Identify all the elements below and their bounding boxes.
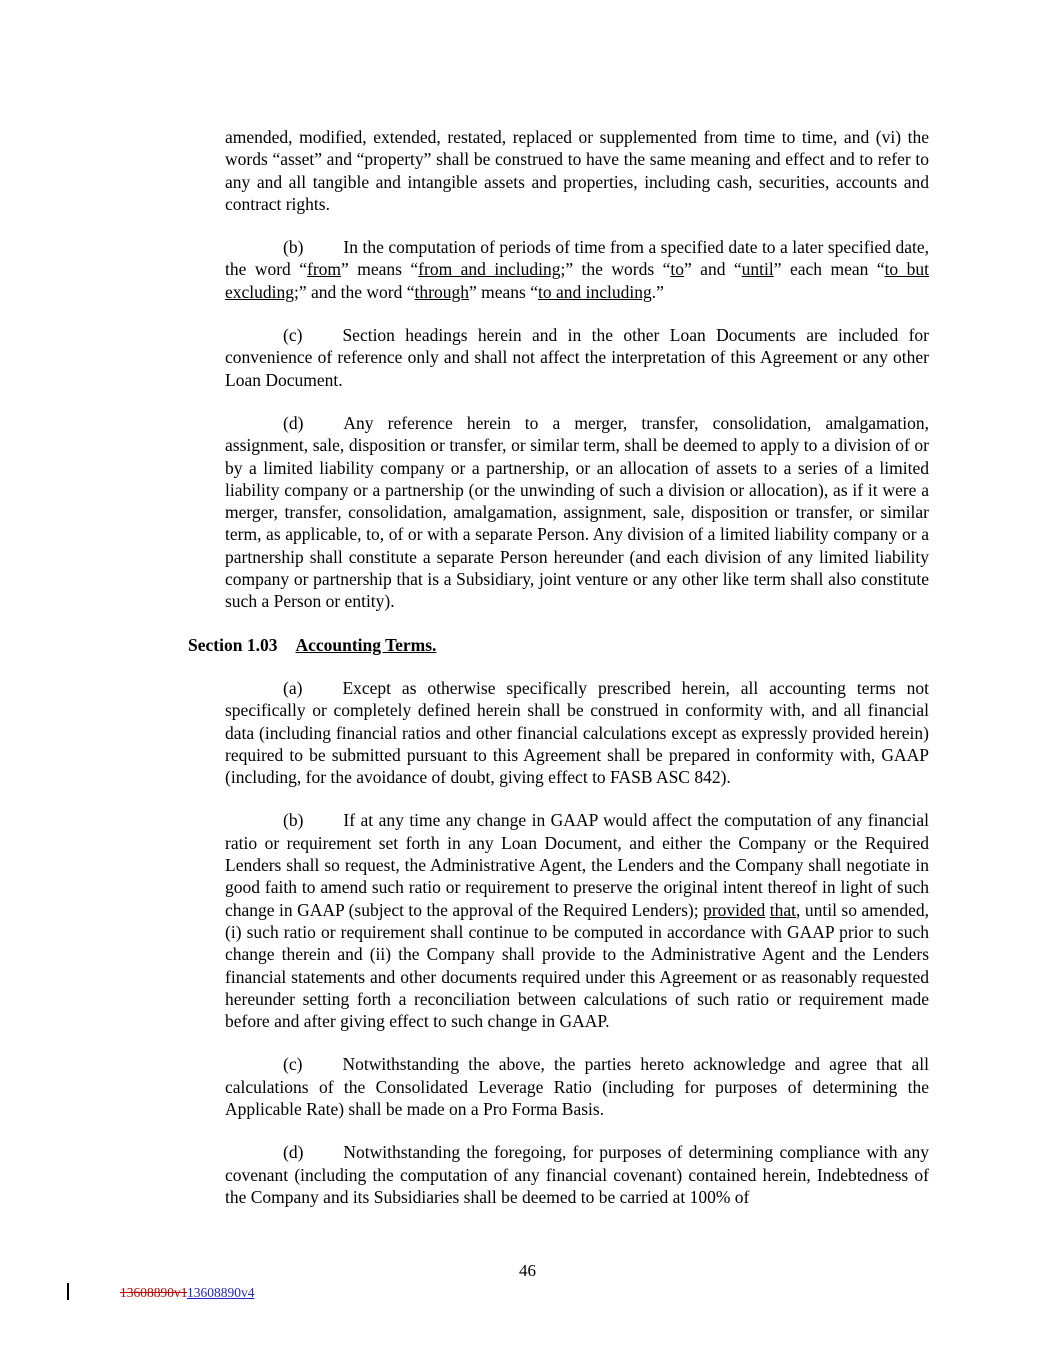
page-number: 46 [519,1261,536,1280]
paragraph-d-covenant-compliance: (d) Notwithstanding the foregoing, for purposes of determining compliance with any covenant (including the computation of any financial covenant) contained herein, Indebtedness of the Company and its Subsidiaries shall be deemed to be carried at 100% of [225,1142,929,1207]
document-body [188,126,929,1229]
paragraph-c-section-headings: (c) Section headings herein and in the other Loan Documents are included for convenience of reference only and shall not affect the interpretation of this Agreement or any other Loan Document. [225,325,929,390]
paragraph-continuation: amended, modified, extended, restated, replaced or supplemented from time to time, and (vi) the words “asset” and “property” shall be construed to have the same meaning and effect and to refer to any and all tangible and intangible assets and properties, including cash, securities, accounts and contract rights. [225,127,929,214]
document-id-footer: 13608890v113608890v4 [120,1285,255,1300]
paragraph-b-computation-of-time: (b) In the computation of periods of time from a specified date to a later specified date, the word “from” means “from and including;” the words “to” and “until” each mean “to but excluding;” and the word “through” means “to and including.” [225,237,929,302]
section-heading-accounting-terms: Section 1.03 Accounting Terms. [188,634,437,655]
paragraph-d-division-allocation: (d) Any reference herein to a merger, transfer, consolidation, amalgamation, assignment, sale, disposition or transfer, or similar term, shall be deemed to apply to a division of or by a limited liability company or a partnership, or an allocation of assets to a series of a limited liability company or a partnership (or the unwinding of such a division or allocation), as if it were a merger, transfer, consolidation, amalgamation, assignment, sale, disposition or transfer, or similar term, as applicable, to, of or with a separate Person. Any division of a limited liability company or a partnership shall constitute a separate Person hereunder (and each division of any limited liability company or partnership that is a Subsidiary, joint venture or any other like term shall also constitute such a Person or entity). [225,412,929,612]
paragraph-c-consolidated-leverage: (c) Notwithstanding the above, the parties hereto acknowledge and agree that all calculations of the Consolidated Leverage Ratio (including for purposes of determining the Applicable Rate) shall be made on a Pro Forma Basis. [225,1054,929,1119]
change-bar [67,1283,69,1300]
paragraph-b-gaap-change: (b) If at any time any change in GAAP would affect the computation of any financial ratio or requirement set forth in any Loan Document, and either the Company or the Required Lenders shall so request, the Administrative Agent, the Lenders and the Company shall negotiate in good faith to amend such ratio or requirement to preserve the original intent thereof in light of such change in GAAP (subject to the approval of the Required Lenders); provided that, until so amended, (i) such ratio or requirement shall continue to be computed in accordance with GAAP prior to such change therein and (ii) the Company shall provide to the Administrative Agent and the Lenders financial statements and other documents required under this Agreement or as reasonably requested hereunder setting forth a reconciliation between calculations of such ratio or requirement made before and after giving effect to such change in GAAP. [225,810,929,1032]
paragraph-a-accounting-terms: (a) Except as otherwise specifically prescribed herein, all accounting terms not specifically or completely defined herein shall be construed in conformity with, and all financial data (including financial ratios and other financial calculations except as expressly provided herein) required to be submitted pursuant to this Agreement shall be prepared in conformity with, GAAP (including, for the avoidance of doubt, giving effect to FASB ASC 842). [225,677,929,788]
